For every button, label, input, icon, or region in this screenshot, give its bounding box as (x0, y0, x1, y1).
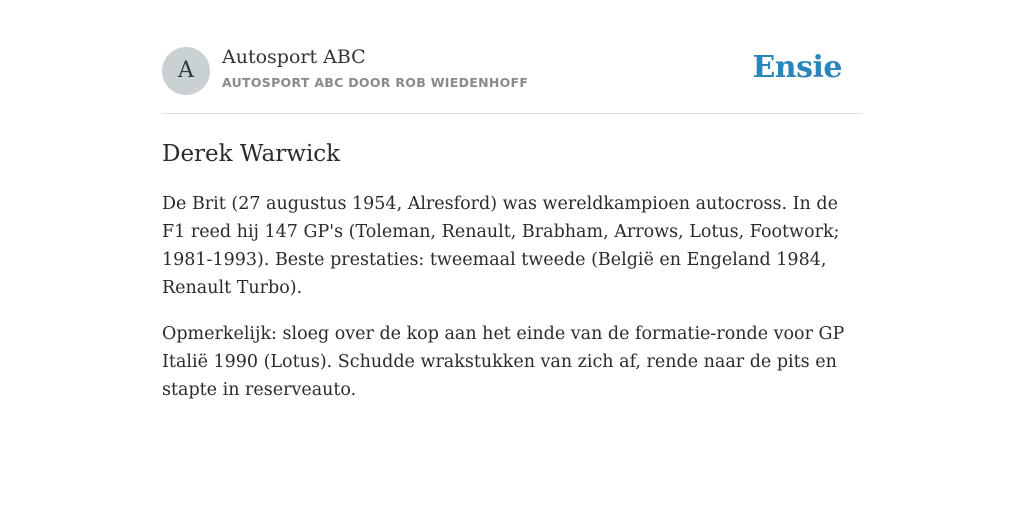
source-subtitle: AUTOSPORT ABC DOOR ROB WIEDENHOFF (222, 75, 529, 90)
source-title[interactable]: Autosport ABC (222, 46, 366, 68)
avatar[interactable]: A (162, 47, 210, 95)
source-header (162, 0, 862, 114)
entry-paragraph-1: De Brit (27 augustus 1954, Alresford) was wereldkampioen autocross. In de F1 reed hij 147 GP's (Toleman, Renault, Brabham, Arrows, Lotus, Footwork; 1981-1993). Beste prestaties: tweemaal tweede (België en Engeland 1984, Renault Turbo). (162, 194, 840, 298)
entry-paragraph-2: Opmerkelijk: sloeg over de kop aan het einde van de formatie-ronde voor GP Italië 1990 (Lotus). Schudde wrakstukken van zich af, rende naar de pits en stapte in reserveauto. (162, 324, 845, 400)
brand-logo[interactable]: Ensie (752, 50, 842, 85)
page-content (162, 0, 862, 404)
entry-title: Derek Warwick (162, 141, 341, 167)
